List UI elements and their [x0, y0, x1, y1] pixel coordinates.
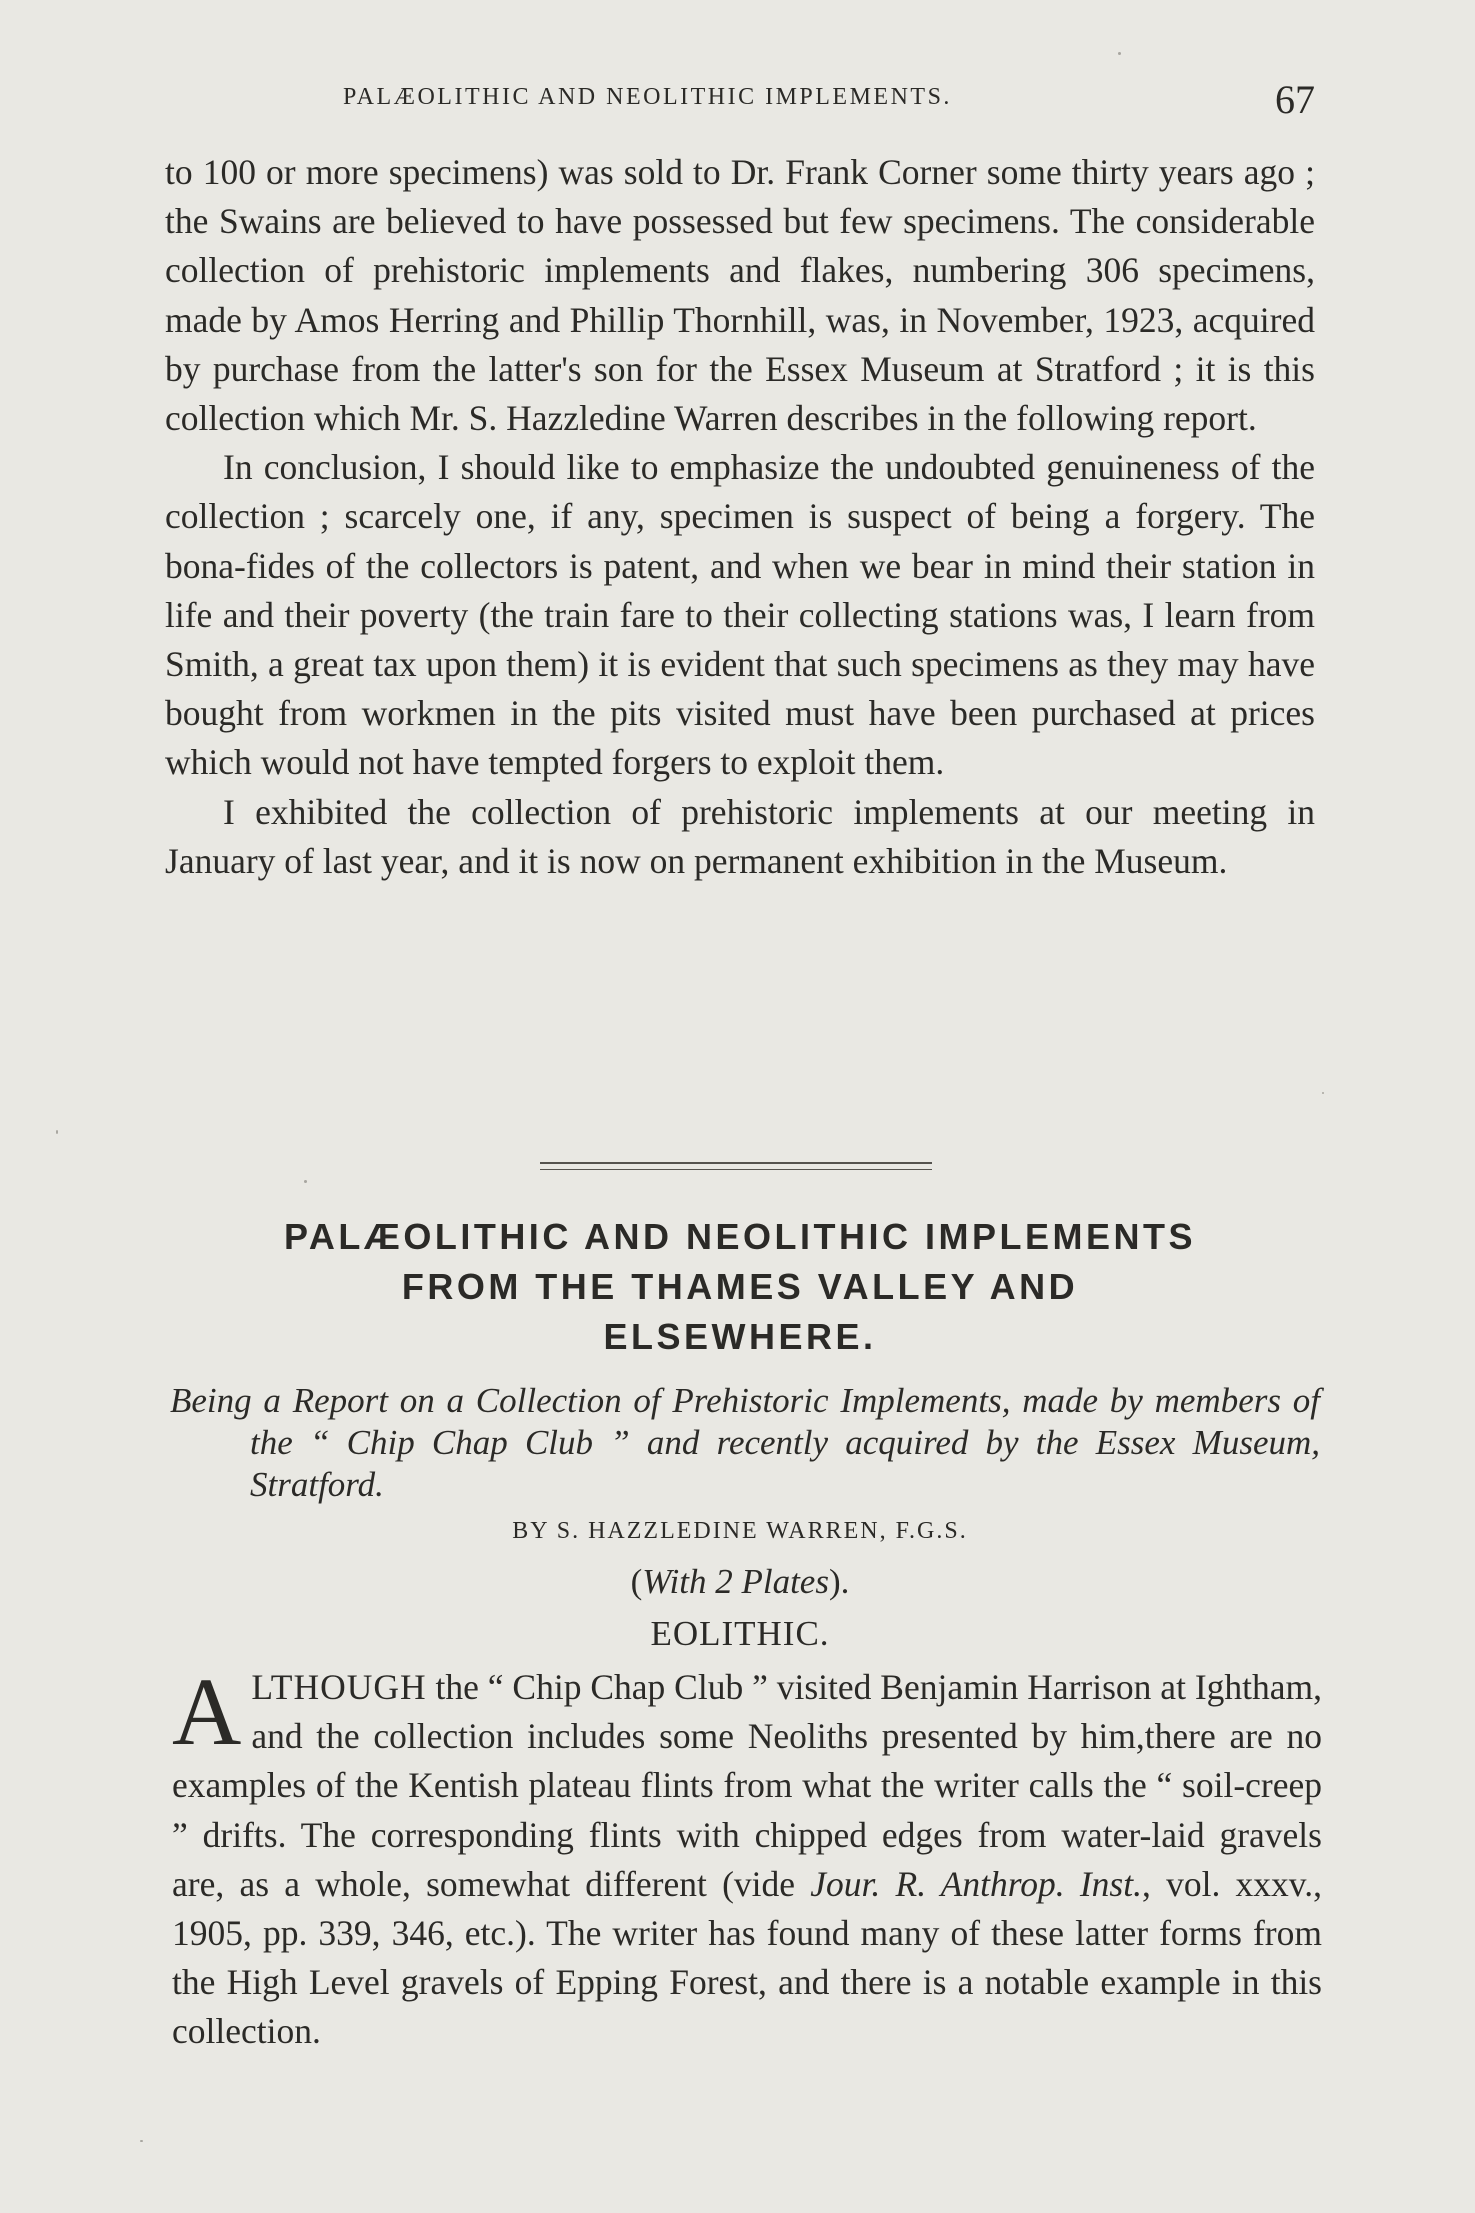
drop-cap: A: [172, 1658, 242, 1765]
running-header: [165, 77, 1315, 122]
article-title-line: FROM THE THAMES VALLEY AND: [401, 1266, 1079, 1307]
section-paragraph: [172, 1658, 1322, 2057]
section-heading: EOLITHIC.: [650, 1614, 830, 1653]
paper-speck: [1118, 52, 1121, 55]
plates-italic: With 2 Plates: [642, 1562, 829, 1601]
section-text-end: , vol. xxxv., 1905, pp. 339, 346, etc.). The writer has found many of these latter forms from the High Level gravels of Epping Forest, and there is a notable example in this collection.: [172, 1863, 1322, 2052]
article-subtitle: Being a Report on a Collection of Prehistoric Implements, made by members of the “ Chip Chap Club ” and recently acquired by the Essex Museum, Stratford.: [170, 1381, 1320, 1504]
first-word: LTHOUGH: [251, 1667, 427, 1707]
paper-speck: [304, 1180, 307, 1183]
paper-speck: [140, 2140, 143, 2142]
citation-journal: Jour. R. Anthrop. Inst.: [810, 1863, 1142, 1904]
running-title: PALÆOLITHIC AND NEOLITHIC IMPLEMENTS.: [343, 84, 952, 110]
article-title-line: PALÆOLITHIC AND NEOLITHIC IMPLEMENTS: [284, 1216, 1196, 1257]
body-paragraph: to 100 or more specimens) was sold to Dr. Frank Corner some thirty years ago ; the Swains are believed to have possessed but few specimens. The considerable collection of prehistoric implements and flakes, numbering 306 specimens, made by Amos Herring and Phillip Thornhill, was, in November, 1923, acquired by purchase from the latter's son for the Essex Museum at Stratford ; it is this collection which Mr. S. Hazzledine Warren describes in the following report.: [165, 152, 1315, 439]
page-number: 67: [1275, 77, 1315, 122]
paper-speck: [56, 1130, 58, 1134]
section-divider-rule: [540, 1162, 932, 1170]
section-text-body: the “ Chip Chap Club ” visited Benjamin Harrison at Ightham, and the collection includes some Neoliths presented by him,there are no examples of the Kentish plateau flints from what the writer calls the “ soil-creep ” drifts. The corresponding flints with chipped edges from water-laid gravels are, as a whole, somewhat different (vide: [172, 1667, 1322, 1904]
body-paragraph: I exhibited the collection of prehistoric implements at our meeting in January of last year, and it is now on permanent exhibition in the Museum.: [165, 791, 1315, 881]
preceding-article-text: [165, 148, 1315, 886]
plates-note: [165, 1562, 1315, 1602]
plates-open: (: [630, 1562, 643, 1601]
article-title-line: ELSEWHERE.: [603, 1316, 877, 1357]
article-title: [165, 1212, 1315, 1362]
plates-close: ).: [828, 1562, 850, 1601]
body-paragraph: In conclusion, I should like to emphasize the undoubted genuineness of the collection ; scarcely one, if any, specimen is suspect of being a forgery. The bona-fides of the collectors is patent, and when we bear in mind their station in life and their poverty (the train fare to their collecting stations was, I learn from Smith, a great tax upon them) it is evident that such specimens as they may have bought from workmen in the pits visited must have been purchased at prices which would not have tempted forgers to exploit them.: [165, 447, 1315, 783]
author-byline: BY S. HAZZLEDINE WARREN, F.G.S.: [512, 1518, 968, 1544]
paper-speck: [1322, 1092, 1324, 1094]
